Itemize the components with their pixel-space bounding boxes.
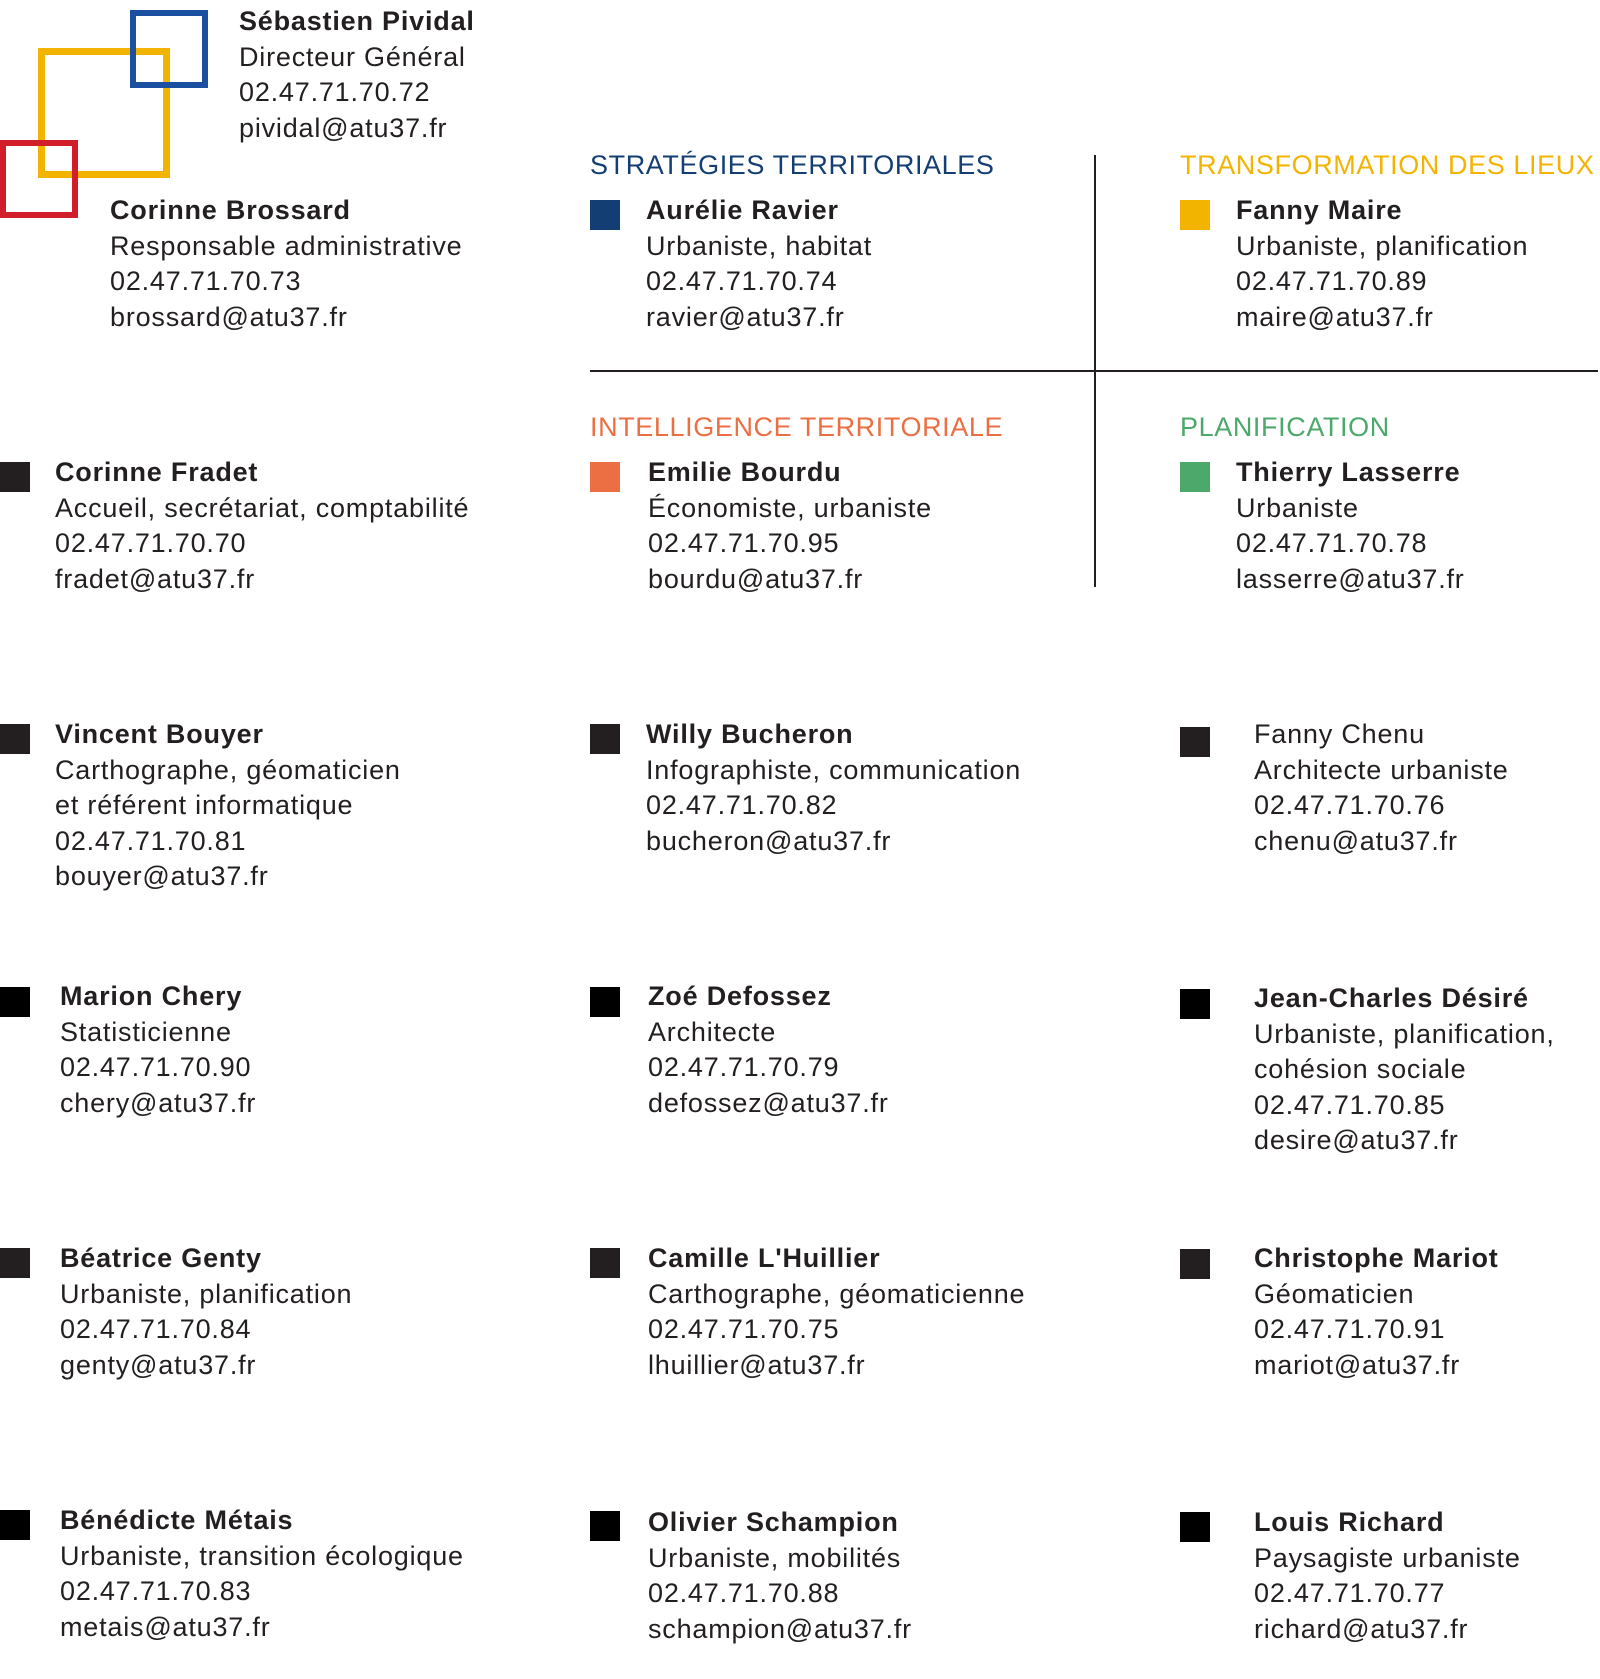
person-name: Fanny Maire <box>1236 195 1403 225</box>
person-role: Directeur Général <box>239 41 466 72</box>
person-name: Emilie Bourdu <box>648 457 842 487</box>
person-role: Urbaniste, planification, <box>1254 1018 1555 1049</box>
person-phone: 02.47.71.70.73 <box>110 266 302 296</box>
person-role: Géomaticien <box>1254 1278 1415 1309</box>
card-chery <box>60 979 256 1121</box>
card-bouyer <box>55 717 401 895</box>
marker-intelligence <box>590 462 620 492</box>
person-role: Infographiste, communication <box>646 754 1022 785</box>
person-phone: 02.47.71.70.91 <box>1254 1314 1446 1344</box>
marker-default <box>0 724 30 754</box>
person-phone: 02.47.71.70.70 <box>55 528 247 558</box>
person-email[interactable]: chenu@atu37.fr <box>1254 825 1458 856</box>
section-title-strategies: STRATÉGIES TERRITORIALES <box>590 150 995 180</box>
marker-default <box>1180 1249 1210 1279</box>
card-metais <box>60 1503 464 1645</box>
card-pividal <box>239 4 475 146</box>
person-name: Aurélie Ravier <box>646 195 839 225</box>
card-ravier <box>646 193 872 335</box>
marker-default <box>1180 727 1210 757</box>
logo-red-square <box>0 140 78 218</box>
person-phone: 02.47.71.70.72 <box>239 77 431 107</box>
person-phone: 02.47.71.70.84 <box>60 1314 252 1344</box>
person-name: Sébastien Pividal <box>239 6 475 36</box>
card-defossez <box>648 979 889 1121</box>
person-email[interactable]: maire@atu37.fr <box>1236 301 1434 332</box>
person-email[interactable]: richard@atu37.fr <box>1254 1613 1469 1644</box>
section-title-intelligence: INTELLIGENCE TERRITORIALE <box>590 412 1004 442</box>
section-title-planification: PLANIFICATION <box>1180 412 1390 442</box>
marker-default <box>590 987 620 1017</box>
person-name: Olivier Schampion <box>648 1507 899 1537</box>
person-phone: 02.47.71.70.95 <box>648 528 840 558</box>
card-lasserre <box>1236 455 1465 597</box>
person-role: Accueil, secrétariat, comptabilité <box>55 492 470 523</box>
person-email[interactable]: metais@atu37.fr <box>60 1611 271 1642</box>
logo-blue-square <box>130 10 208 88</box>
card-schampion <box>648 1505 912 1647</box>
person-role: Carthographe, géomaticienne <box>648 1278 1026 1309</box>
card-bucheron <box>646 717 1021 859</box>
person-role: Paysagiste urbaniste <box>1254 1542 1521 1573</box>
person-role: Urbaniste <box>1236 492 1359 523</box>
person-email[interactable]: brossard@atu37.fr <box>110 301 348 332</box>
person-phone: 02.47.71.70.89 <box>1236 266 1428 296</box>
person-email[interactable]: bucheron@atu37.fr <box>646 825 892 856</box>
card-genty <box>60 1241 352 1383</box>
marker-default <box>1180 1512 1210 1542</box>
person-phone: 02.47.71.70.81 <box>55 825 247 856</box>
person-email[interactable]: fradet@atu37.fr <box>55 563 256 594</box>
person-role: Urbaniste, planification <box>1236 230 1529 261</box>
person-phone: 02.47.71.70.76 <box>1254 790 1446 820</box>
card-mariot <box>1254 1241 1499 1383</box>
marker-default <box>0 987 30 1017</box>
person-email[interactable]: mariot@atu37.fr <box>1254 1349 1460 1380</box>
person-phone: 02.47.71.70.78 <box>1236 528 1428 558</box>
person-name: Christophe Mariot <box>1254 1243 1499 1273</box>
person-role: Architecte urbaniste <box>1254 754 1509 785</box>
person-role-continued: cohésion sociale <box>1254 1054 1467 1084</box>
marker-default <box>0 1510 30 1540</box>
marker-strategies <box>590 200 620 230</box>
person-name: Thierry Lasserre <box>1236 457 1461 487</box>
person-role-continued: et référent informatique <box>55 790 354 820</box>
marker-default <box>1180 989 1210 1019</box>
person-role: Urbaniste, planification <box>60 1278 353 1309</box>
person-name: Corinne Brossard <box>110 195 351 225</box>
person-name: Zoé Defossez <box>648 981 832 1011</box>
marker-default <box>0 1248 30 1278</box>
marker-default <box>590 724 620 754</box>
person-phone: 02.47.71.70.88 <box>648 1578 840 1608</box>
person-role: Urbaniste, mobilités <box>648 1542 902 1573</box>
divider-horizontal <box>590 370 1598 372</box>
marker-default <box>590 1248 620 1278</box>
person-name: Marion Chery <box>60 981 243 1011</box>
card-maire <box>1236 193 1528 335</box>
person-email[interactable]: bourdu@atu37.fr <box>648 563 864 594</box>
person-email[interactable]: lasserre@atu37.fr <box>1236 563 1465 594</box>
person-name: Jean-Charles Désiré <box>1254 983 1529 1013</box>
person-name: Vincent Bouyer <box>55 719 264 749</box>
card-richard <box>1254 1505 1521 1647</box>
person-phone: 02.47.71.70.83 <box>60 1576 252 1606</box>
person-role: Statisticienne <box>60 1016 232 1047</box>
person-role: Architecte <box>648 1016 777 1047</box>
person-role: Responsable administrative <box>110 230 463 261</box>
person-email[interactable]: ravier@atu37.fr <box>646 301 845 332</box>
card-desire <box>1254 981 1555 1159</box>
marker-planification <box>1180 462 1210 492</box>
marker-default <box>0 462 30 492</box>
person-email[interactable]: desire@atu37.fr <box>1254 1125 1459 1155</box>
card-lhuillier <box>648 1241 1025 1383</box>
card-fradet <box>55 455 469 597</box>
card-bourdu <box>648 455 932 597</box>
person-name: Louis Richard <box>1254 1507 1445 1537</box>
person-name: Willy Bucheron <box>646 719 854 749</box>
marker-default <box>590 1511 620 1541</box>
person-role: Économiste, urbaniste <box>648 492 932 523</box>
person-name: Bénédicte Métais <box>60 1505 294 1535</box>
person-email[interactable]: schampion@atu37.fr <box>648 1613 912 1644</box>
marker-transformation <box>1180 200 1210 230</box>
person-phone: 02.47.71.70.85 <box>1254 1089 1446 1120</box>
person-role: Urbaniste, habitat <box>646 230 873 261</box>
person-phone: 02.47.71.70.75 <box>648 1314 840 1344</box>
person-name: Corinne Fradet <box>55 457 259 487</box>
person-email[interactable]: chery@atu37.fr <box>60 1087 257 1118</box>
person-role: Urbaniste, transition écologique <box>60 1540 464 1571</box>
person-phone: 02.47.71.70.90 <box>60 1052 252 1082</box>
person-name: Béatrice Genty <box>60 1243 262 1273</box>
card-chenu <box>1254 717 1509 859</box>
person-email[interactable]: defossez@atu37.fr <box>648 1087 889 1118</box>
person-email[interactable]: bouyer@atu37.fr <box>55 861 269 891</box>
person-phone: 02.47.71.70.82 <box>646 790 838 820</box>
card-brossard <box>110 193 462 335</box>
person-email[interactable]: pividal@atu37.fr <box>239 112 448 143</box>
person-role: Carthographe, géomaticien <box>55 754 401 785</box>
person-name: Fanny Chenu <box>1254 719 1425 749</box>
person-phone: 02.47.71.70.79 <box>648 1052 840 1082</box>
person-phone: 02.47.71.70.77 <box>1254 1578 1446 1608</box>
person-name: Camille L'Huillier <box>648 1243 881 1273</box>
person-phone: 02.47.71.70.74 <box>646 266 838 296</box>
section-title-transformation: TRANSFORMATION DES LIEUX <box>1180 150 1595 180</box>
person-email[interactable]: lhuillier@atu37.fr <box>648 1349 866 1380</box>
person-email[interactable]: genty@atu37.fr <box>60 1349 257 1380</box>
